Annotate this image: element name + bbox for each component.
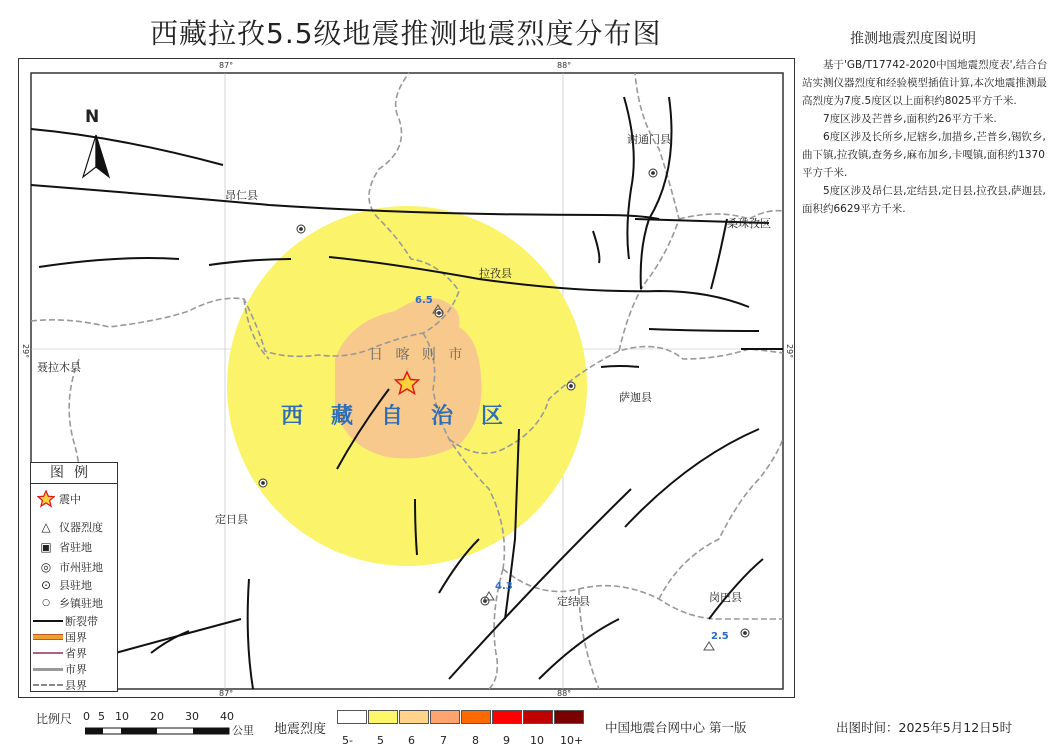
legend-item-province: 省界 — [33, 645, 87, 661]
region-label: 西藏自治区 — [281, 404, 532, 429]
city-rikaze: 日 喀 则 市 — [369, 347, 467, 363]
scale-tick-10: 10 — [115, 710, 129, 723]
intensity-color-boxes — [337, 710, 585, 724]
scale-tick-30: 30 — [185, 710, 199, 723]
side-paragraph-3: 6度区涉及长所乡,尼辖乡,加措乡,芒普乡,锡钦乡,曲下镇,拉孜镇,查务乡,麻布加乡,卡嘎镇,面积约1370平方千米. — [802, 131, 1046, 179]
intensity-box-2 — [368, 710, 398, 724]
map-time-label: 出图时间：2025年5月12日5时 — [836, 720, 1013, 735]
lon-label-88-bottom: 88° — [557, 689, 572, 698]
national-border-icon — [33, 634, 63, 640]
scale-bar — [85, 726, 235, 736]
intensity-tick-1: 5- — [342, 734, 353, 747]
small-circle-icon: ○ — [42, 598, 50, 608]
lon-label-88-top: 88° — [557, 61, 572, 70]
scale-unit: 公里 — [232, 724, 254, 737]
intensity-value-2: 4.3 — [495, 581, 513, 592]
place-nielamu: 聂拉木县 — [37, 361, 81, 374]
intensity-box-5 — [461, 710, 491, 724]
place-gangba: 岗巴县 — [709, 591, 742, 604]
intensity-tick-7: 10 — [530, 734, 544, 747]
side-panel-text — [802, 56, 1050, 218]
legend-item-instrument: △ 仪器烈度 — [37, 519, 103, 535]
county-border-icon — [33, 684, 63, 686]
intensity-scale-label: 地震烈度 — [274, 722, 327, 737]
place-lazi: 拉孜县 — [479, 267, 512, 280]
legend-item-epicenter: 震中 — [37, 489, 81, 509]
intensity-tick-8: 10+ — [560, 734, 584, 747]
lon-label-87-bottom: 87° — [219, 689, 234, 698]
scale-tick-40: 40 — [220, 710, 234, 723]
north-label: N — [85, 107, 100, 127]
scale-tick-0: 0 — [83, 710, 90, 723]
map-title: 西藏拉孜5.5级地震推测地震烈度分布图 — [150, 17, 662, 50]
legend-item-fault: 断裂带 — [33, 613, 98, 629]
star-icon — [37, 489, 55, 509]
dot-circle-icon: ⊙ — [40, 578, 52, 592]
side-paragraph-4: 5度区涉及昂仁县,定结县,定日县,拉孜县,萨迦县,面积约6629平方千米. — [802, 185, 1046, 215]
legend-item-town-seat: ○ 乡镇驻地 — [37, 595, 103, 611]
publisher-label: 中国地震台网中心 第一版 — [605, 720, 747, 735]
legend-item-city-seat: ◎ 市州驻地 — [37, 559, 103, 575]
intensity-box-6 — [492, 710, 522, 724]
lat-label-right: 29° — [785, 344, 794, 359]
fault-line-icon — [33, 620, 63, 622]
triangle-icon: △ — [41, 520, 51, 534]
lat-label-left: 29° — [21, 344, 30, 359]
legend-title: 图例 — [31, 463, 117, 484]
side-panel-title: 推测地震烈度图说明 — [850, 31, 976, 47]
place-dingjie: 定结县 — [557, 595, 590, 608]
legend-item-province-seat: ▣ 省驻地 — [37, 539, 92, 555]
legend-panel — [30, 462, 118, 692]
place-sajia: 萨迦县 — [619, 391, 652, 404]
map-canvas — [19, 59, 796, 699]
place-sangzhuzi: 桑珠孜区 — [727, 217, 771, 230]
intensity-tick-2: 5 — [377, 734, 384, 747]
legend-item-county: 县界 — [33, 677, 87, 693]
side-paragraph-1: 基于'GB/T17742-2020中国地震烈度表',结合台站实测仪器烈度和经验模型插值计算,本次地震推测最高烈度为7度.5度区以上面积约8025平方千米. — [802, 59, 1048, 107]
intensity-tick-4: 7 — [440, 734, 447, 747]
place-angren: 昂仁县 — [225, 189, 258, 202]
intensity-tick-5: 8 — [472, 734, 479, 747]
lon-label-87-top: 87° — [219, 61, 234, 70]
square-dot-icon: ▣ — [40, 540, 52, 554]
north-arrow-icon — [83, 135, 109, 177]
intensity-box-1 — [337, 710, 367, 724]
intensity-box-4 — [430, 710, 460, 724]
place-dingri: 定日县 — [215, 513, 248, 526]
double-circle-icon: ◎ — [40, 560, 52, 574]
intensity-box-8 — [554, 710, 584, 724]
legend-item-national: 国界 — [33, 629, 87, 645]
scale-tick-5: 5 — [98, 710, 105, 723]
intensity-value-3: 2.5 — [711, 631, 729, 642]
legend-item-city: 市界 — [33, 661, 87, 677]
scale-label: 比例尺 — [36, 712, 73, 726]
map-frame[interactable] — [18, 58, 795, 698]
intensity-tick-6: 9 — [503, 734, 510, 747]
side-paragraph-2: 7度区涉及芒普乡,面积约26平方千米. — [823, 113, 997, 125]
intensity-tick-3: 6 — [408, 734, 415, 747]
province-border-icon — [33, 652, 63, 654]
intensity-box-3 — [399, 710, 429, 724]
city-border-icon — [33, 668, 63, 671]
scale-tick-20: 20 — [150, 710, 164, 723]
place-xietongmen: 谢通门县 — [627, 133, 671, 146]
legend-item-county-seat: ⊙ 县驻地 — [37, 577, 92, 593]
intensity-value-1: 6.5 — [415, 295, 433, 306]
intensity-box-7 — [523, 710, 553, 724]
